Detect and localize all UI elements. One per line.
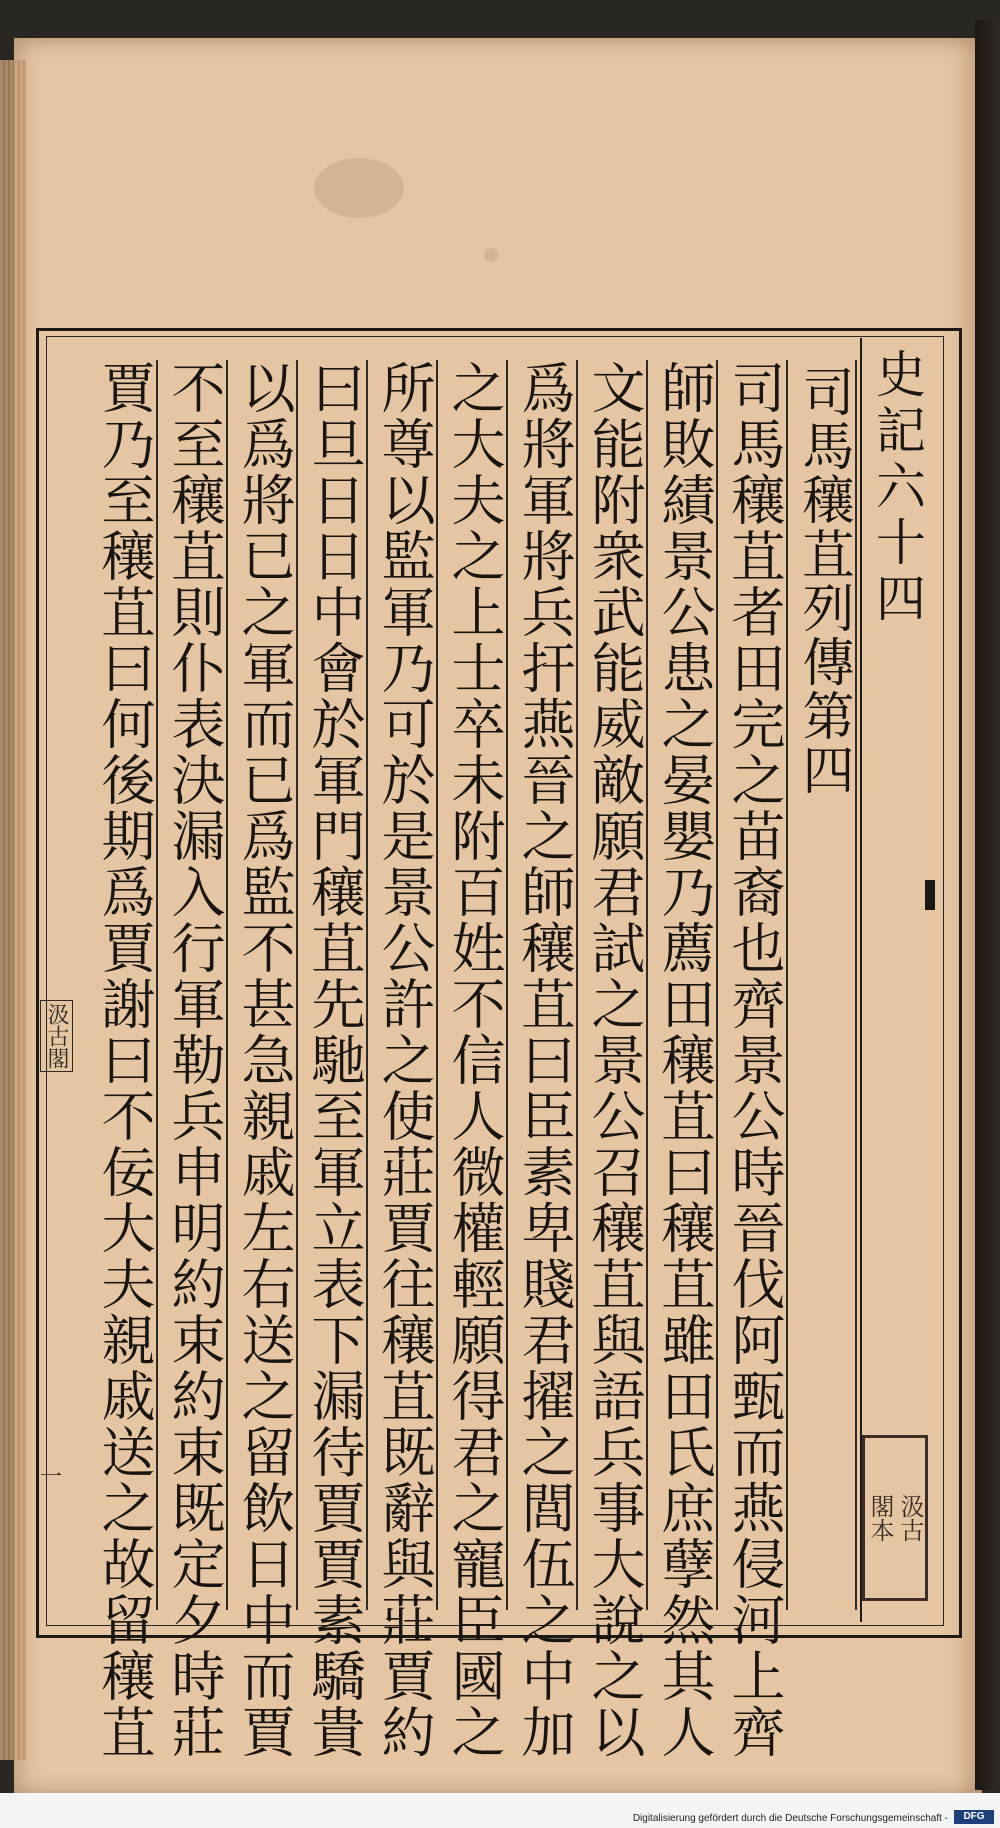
column-rule bbox=[855, 360, 857, 1610]
text-column-5: 之大夫之上士卒未附百姓不信人微權輕願得君之寵臣國之 bbox=[443, 360, 506, 1760]
seal-text-right: 汲古 bbox=[896, 1494, 924, 1542]
paper-stain bbox=[314, 158, 404, 218]
text-column-9: 不至穰苴則仆表決漏入行軍勒兵申明約束約束既定夕時莊 bbox=[163, 360, 226, 1760]
seal-text-left: 閣本 bbox=[866, 1494, 894, 1542]
text-column-4: 爲將軍將兵扞燕晉之師穰苴曰臣素卑賤君擢之閭伍之中加 bbox=[513, 360, 576, 1760]
column-rule bbox=[226, 360, 228, 1610]
text-column-7: 曰旦日日中會於軍門穰苴先馳至軍立表下漏待賈賈素驕貴 bbox=[303, 360, 366, 1760]
page-number: 一 bbox=[40, 1465, 63, 1490]
paper-stain bbox=[484, 248, 498, 262]
page-stack-right bbox=[975, 20, 1000, 1790]
chapter-title: 司馬穰苴列傳第四 bbox=[793, 365, 853, 797]
column-rule bbox=[646, 360, 648, 1610]
book-title: 史記六十四 bbox=[868, 348, 926, 628]
column-rule bbox=[156, 360, 158, 1610]
text-column-1: 司馬穰苴者田完之苗裔也齊景公時晉伐阿甄而燕侵河上齊 bbox=[723, 360, 786, 1760]
column-rule bbox=[366, 360, 368, 1610]
column-rule bbox=[716, 360, 718, 1610]
text-column-2: 師敗績景公患之晏嬰乃薦田穰苴曰穰苴雖田氏庶孽然其人 bbox=[653, 360, 716, 1760]
column-rule bbox=[506, 360, 508, 1610]
fish-tail-mark bbox=[925, 880, 935, 910]
footer-credit: Digitalisierung gefördert durch die Deutsche Forschungsgemeinschaft - bbox=[632, 1813, 948, 1824]
margin-note: 汲古閣 bbox=[40, 1000, 73, 1072]
text-column-8: 以爲將已之軍而已爲監不甚急親戚左右送之留飲日中而賈 bbox=[233, 360, 296, 1760]
column-rule bbox=[786, 360, 788, 1610]
text-column-6: 所尊以監軍乃可於是景公許之使莊賈往穰苴既辭與莊賈約 bbox=[373, 360, 436, 1760]
dfg-logo: DFG bbox=[954, 1810, 994, 1824]
page-stack-left bbox=[0, 60, 26, 1760]
text-column-10: 賈乃至穰苴曰何後期爲賈謝曰不佞大夫親戚送之故留穰苴 bbox=[93, 360, 156, 1760]
text-column-3: 文能附衆武能威敵願君試之景公召穰苴與語兵事大說之以 bbox=[583, 360, 646, 1760]
collector-seal bbox=[862, 1435, 928, 1601]
column-rule bbox=[576, 360, 578, 1610]
column-rule bbox=[436, 360, 438, 1610]
column-rule bbox=[296, 360, 298, 1610]
